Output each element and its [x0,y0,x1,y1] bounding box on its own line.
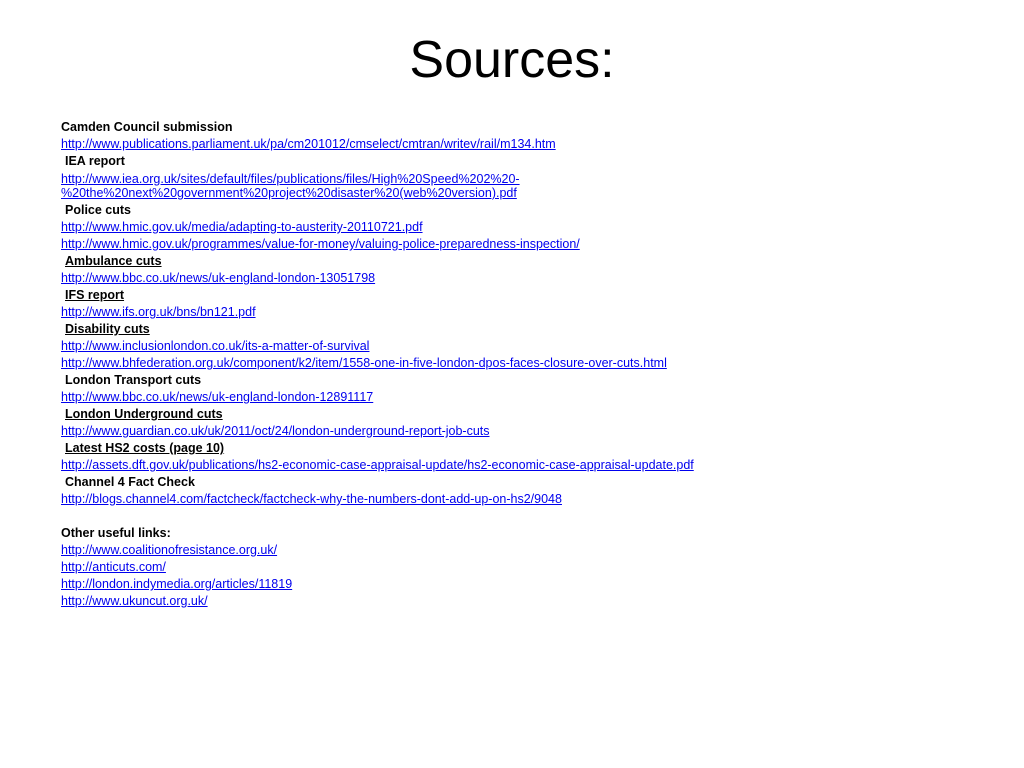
police-link-1[interactable]: http://www.hmic.gov.uk/media/adapting-to-austerity-20110721.pdf [61,220,423,234]
slide-title: Sources: [409,31,615,89]
iea-link-line-1[interactable]: http://www.iea.org.uk/sites/default/files/publications/files/High%20Speed%202%20- [61,172,520,186]
ambulance-link[interactable]: http://www.bbc.co.uk/news/uk-england-london-13051798 [61,271,376,285]
london-underground-link[interactable]: http://www.guardian.co.uk/uk/2011/oct/24/london-underground-report-job-cuts [61,424,490,438]
section-heading-iea: IEA report [65,154,125,168]
camden-link[interactable]: http://www.publications.parliament.uk/pa/cm201012/cmselect/cmtran/writev/rail/m134.htm [61,137,556,151]
section-heading-camden: Camden Council submission [61,120,233,134]
section-heading-ifs: IFS report [65,288,125,302]
section-heading-channel4: Channel 4 Fact Check [65,475,195,489]
other-link-4[interactable]: http://www.ukuncut.org.uk/ [61,594,208,608]
iea-link-line-2[interactable]: %20the%20next%20government%20project%20disaster%20(web%20version).pdf [61,186,517,200]
section-heading-ambulance: Ambulance cuts [65,254,162,268]
london-transport-link[interactable]: http://www.bbc.co.uk/news/uk-england-london-12891117 [61,390,374,404]
section-heading-london-transport: London Transport cuts [65,373,202,387]
other-link-3[interactable]: http://london.indymedia.org/articles/11819 [61,577,293,591]
disability-link-1[interactable]: http://www.inclusionlondon.co.uk/its-a-matter-of-survival [61,339,370,353]
section-heading-hs2-costs: Latest HS2 costs (page 10) [65,441,225,455]
other-link-1[interactable]: http://www.coalitionofresistance.org.uk/ [61,543,278,557]
section-heading-other: Other useful links: [61,526,171,540]
ifs-link[interactable]: http://www.ifs.org.uk/bns/bn121.pdf [61,305,256,319]
sources-list [61,119,961,610]
section-heading-disability: Disability cuts [65,322,150,336]
spacer [61,508,961,525]
disability-link-2[interactable]: http://www.bhfederation.org.uk/component/k2/item/1558-one-in-five-london-dpos-faces-closure-over-cuts.html [61,356,667,370]
hs2-costs-link[interactable]: http://assets.dft.gov.uk/publications/hs2-economic-case-appraisal-update/hs2-economic-case-appraisal-update.pdf [61,458,694,472]
other-link-2[interactable]: http://anticuts.com/ [61,560,166,574]
police-link-2[interactable]: http://www.hmic.gov.uk/programmes/value-for-money/valuing-police-preparedness-inspection/ [61,237,580,251]
section-heading-police: Police cuts [65,203,131,217]
channel4-link[interactable]: http://blogs.channel4.com/factcheck/factcheck-why-the-numbers-dont-add-up-on-hs2/9048 [61,492,562,506]
iea-link[interactable] [61,170,961,202]
section-heading-london-underground: London Underground cuts [65,407,223,421]
